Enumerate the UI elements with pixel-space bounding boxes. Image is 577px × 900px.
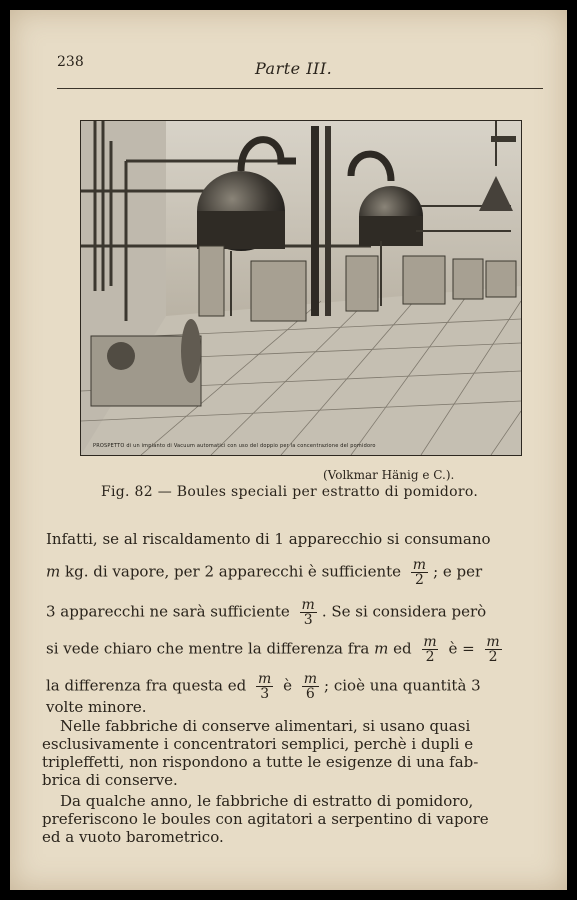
body-line-1: Infatti, se al riscaldamento di 1 apparecchio si consumano	[46, 530, 491, 548]
body-line-11: Da qualche anno, le fabbriche di estratto di pomidoro,	[60, 792, 474, 810]
body-line-9: tripleffetti, non rispondono a tutte le esigenze di una fab-	[42, 753, 479, 771]
body-line-4: si vede chiaro che mentre la differenza fra m ed $\frac{m}{2}$ è = $\frac{m}{2}$	[46, 635, 507, 664]
body-line-8: esclusivamente i concentratori semplici, perchè i dupli e	[42, 735, 474, 753]
body-line-6: volte minore.	[46, 698, 147, 716]
body-line-5: la differenza fra questa ed $\frac{m}{3}$ è $\frac{m}{6}$ ; cioè una quantità 3	[46, 671, 481, 702]
page-number: 238	[57, 54, 84, 70]
body-line-7: Nelle fabbriche di conserve alimentari, si usano quasi	[60, 717, 471, 735]
page-header	[57, 54, 543, 82]
fraction-m-over-6: $\frac{m}{6}$	[303, 671, 318, 702]
header-rule	[57, 88, 543, 89]
figure-caption: Fig. 82 — Boules speciali per estratto di pomidoro.	[101, 484, 479, 500]
body-line-13: ed a vuoto barometrico.	[42, 828, 224, 846]
body-line-3: 3 apparecchi ne sarà sufficiente $\frac{m}{3}$ . Se si considera però	[46, 597, 487, 628]
figure-inscription: PROSPETTO di un impianto di Vacuum automatici con uso del doppio per la concentrazione del pomidoro	[93, 443, 376, 449]
fraction-m-over-2-a: $\frac{m}{2}$	[423, 634, 437, 665]
figure-illustration	[80, 120, 522, 456]
body-line-2: m kg. di vapore, per 2 apparecchi è sufficiente $\frac{m}{2}$ ; e per	[46, 557, 483, 588]
figure-credit: (Volkmar Hänig e C.).	[323, 468, 455, 482]
fraction-m-over-3: $\frac{m}{3}$	[301, 597, 315, 628]
body-line-12: preferiscono le boules con agitatori a serpentino di vapore	[42, 810, 489, 828]
body-line-10: brica di conserve.	[42, 771, 178, 789]
factory-engraving	[81, 121, 521, 455]
fraction-m-over-3-b: $\frac{m}{3}$	[258, 671, 272, 702]
fraction-m-over-2-b: $\frac{m}{2}$	[486, 634, 500, 665]
book-page	[10, 10, 567, 890]
fraction-m-over-2: $\frac{m}{2}$	[412, 557, 427, 588]
running-head: Parte III.	[255, 59, 333, 78]
